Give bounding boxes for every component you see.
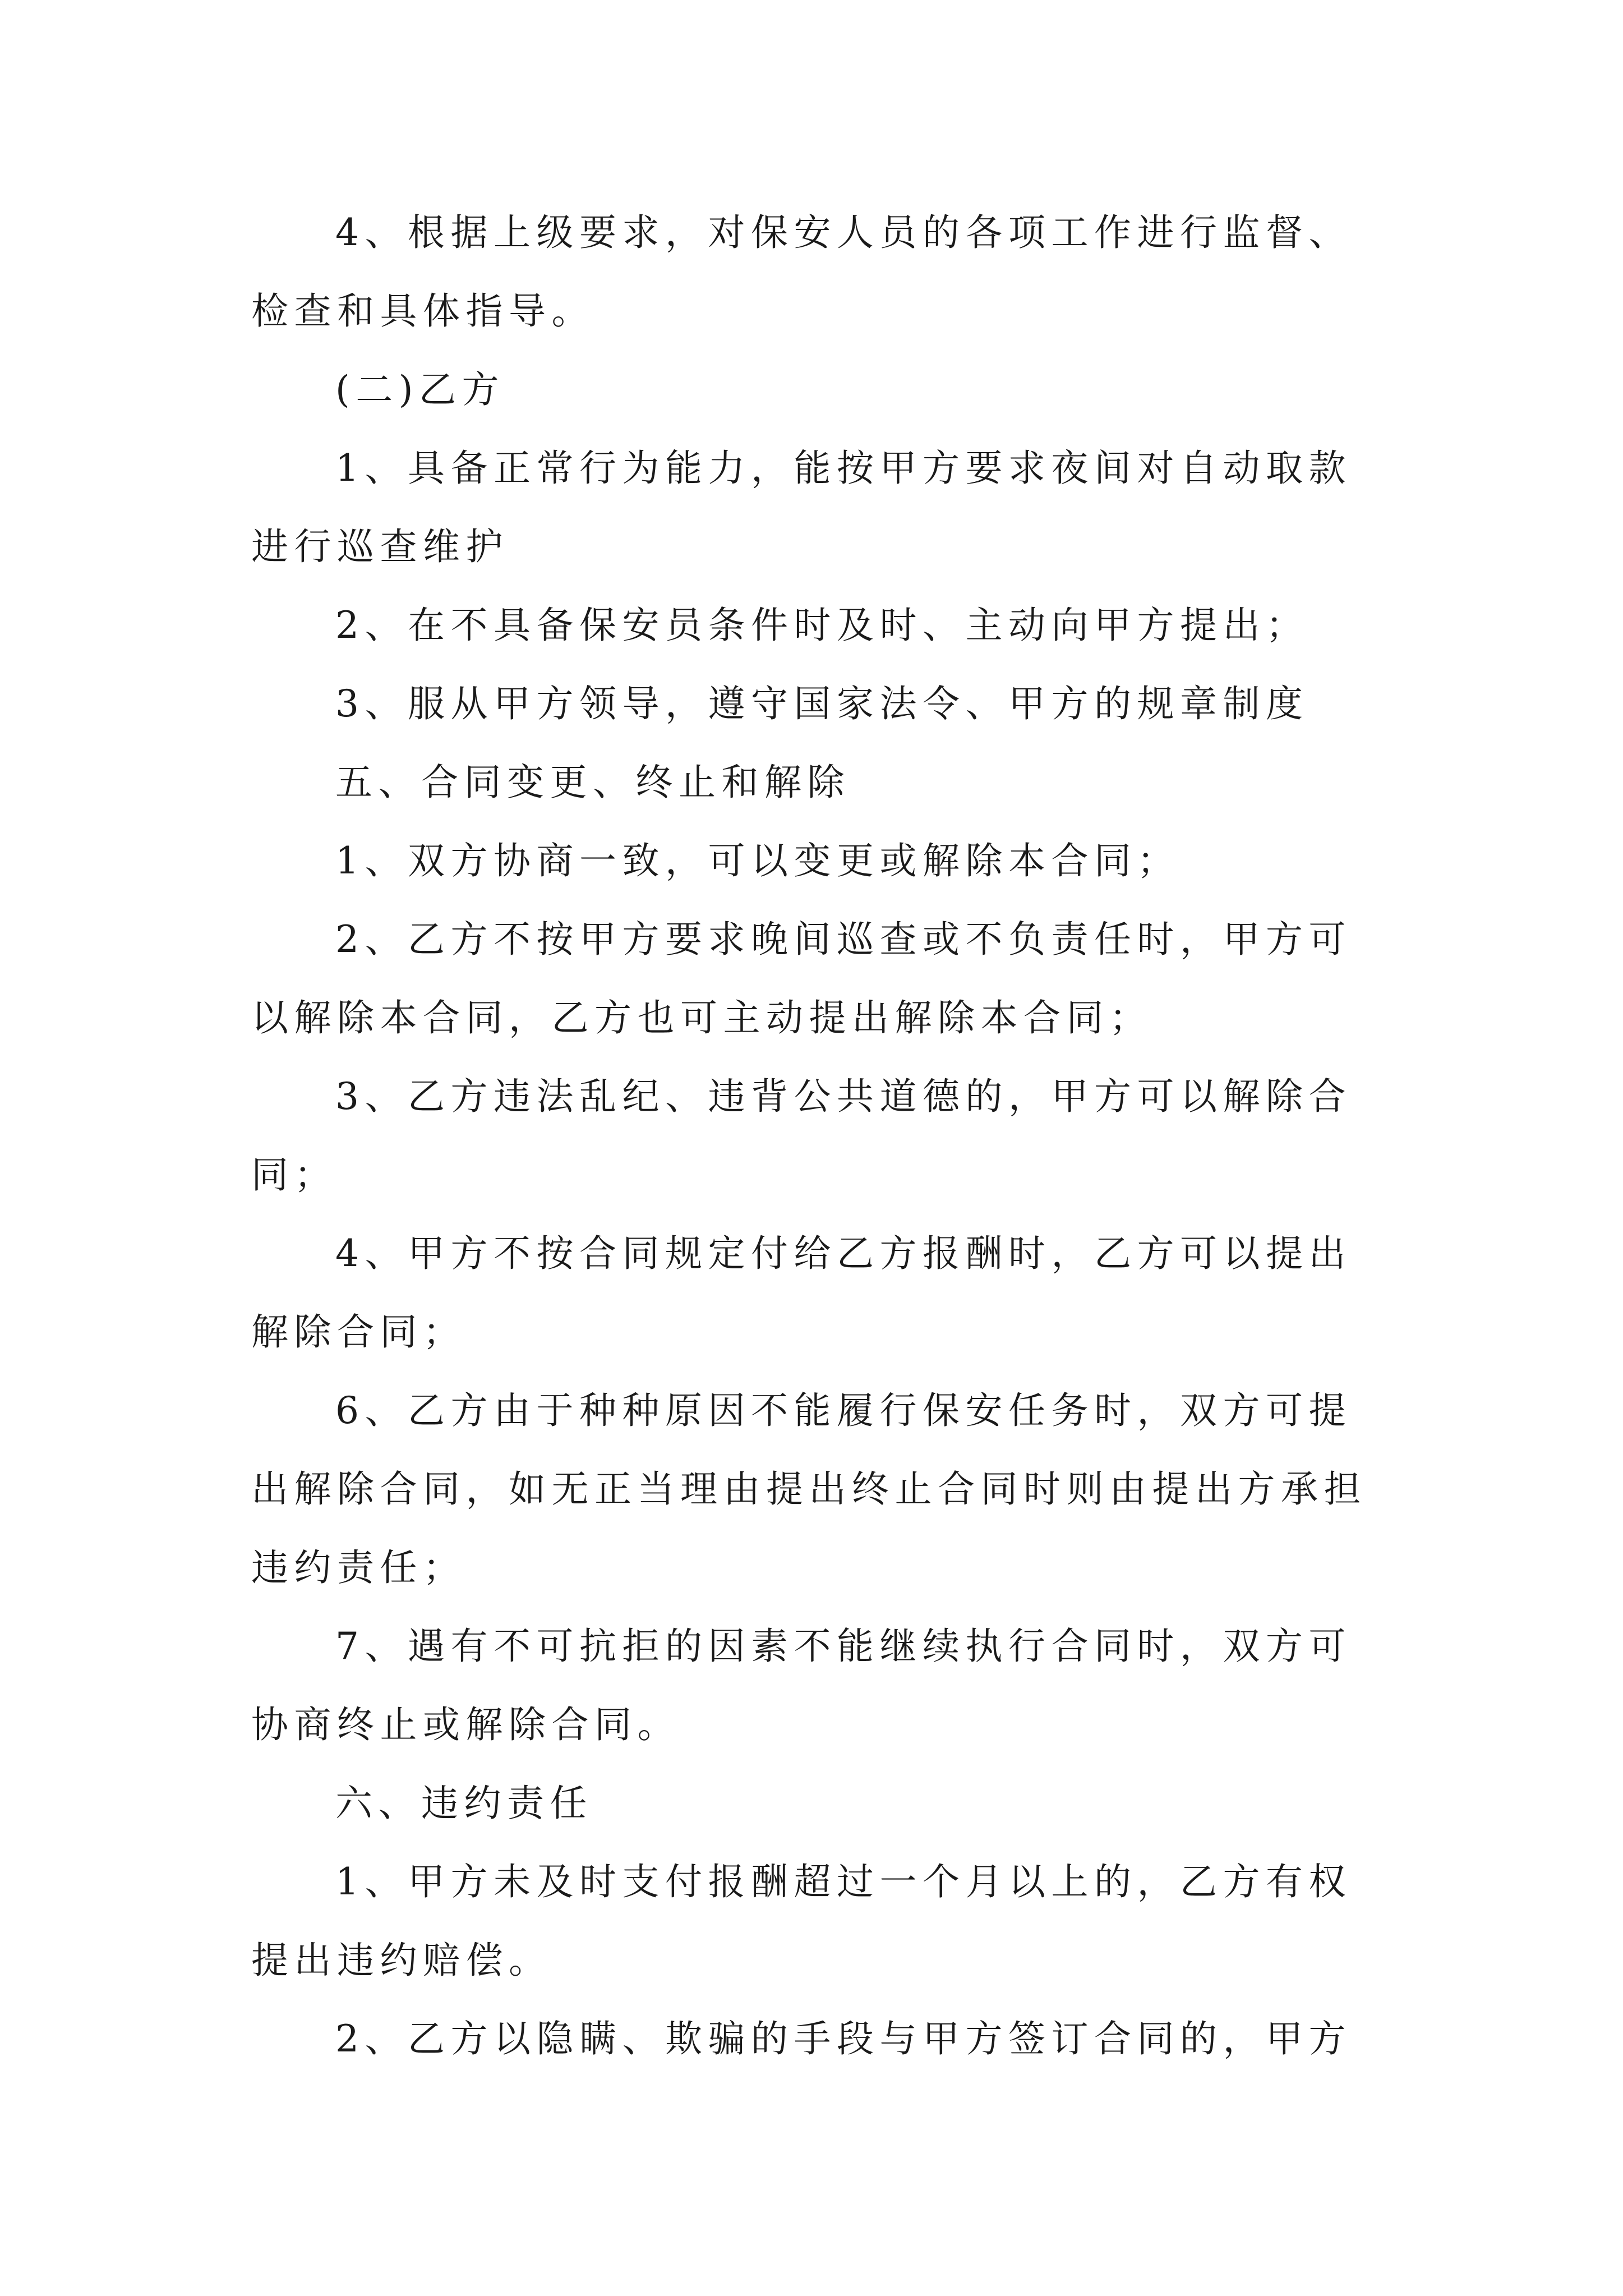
paragraph-change-2: 2、乙方不按甲方要求晚间巡查或不负责任时，甲方可以解除本合同，乙方也可主动提出解除本合同； bbox=[251, 918, 1352, 1039]
heading-liability: 六、违约责任 bbox=[335, 1782, 593, 1825]
heading-contract-change: 五、合同变更、终止和解除 bbox=[335, 761, 850, 804]
paragraph-liability-2: 2、乙方以隐瞒、欺骗的手段与甲方签订合同的，甲方 bbox=[335, 2017, 1352, 2060]
paragraph-party-b-ability: 1、具备正常行为能力，能按甲方要求夜间对自动取款进行巡查维护 bbox=[251, 447, 1352, 568]
paragraph-change-4: 4、甲方不按合同规定付给乙方报酬时，乙方可以提出解除合同； bbox=[251, 1232, 1352, 1354]
paragraph-change-7: 7、遇有不可抗拒的因素不能继续执行合同时，双方可协商终止或解除合同。 bbox=[251, 1625, 1352, 1746]
paragraph-change-1: 1、双方协商一致，可以变更或解除本合同； bbox=[335, 839, 1180, 882]
paragraph-party-b-obey: 3、服从甲方领导，遵守国家法令、甲方的规章制度 bbox=[335, 682, 1309, 725]
document-body bbox=[251, 194, 1378, 2078]
paragraph-supervision: 4、根据上级要求，对保安人员的各项工作进行监督、检查和具体指导。 bbox=[251, 211, 1352, 333]
heading-party-b: (二)乙方 bbox=[335, 368, 505, 411]
paragraph-liability-1: 1、甲方未及时支付报酬超过一个月以上的，乙方有权提出违约赔偿。 bbox=[251, 1860, 1352, 1982]
paragraph-change-3: 3、乙方违法乱纪、违背公共道德的，甲方可以解除合同； bbox=[251, 1075, 1352, 1197]
paragraph-change-6: 6、乙方由于种种原因不能履行保安任务时，双方可提出解除合同，如无正当理由提出终止合同时则由提出方承担违约责任； bbox=[251, 1389, 1367, 1589]
paragraph-party-b-report: 2、在不具备保安员条件时及时、主动向甲方提出； bbox=[335, 604, 1309, 647]
